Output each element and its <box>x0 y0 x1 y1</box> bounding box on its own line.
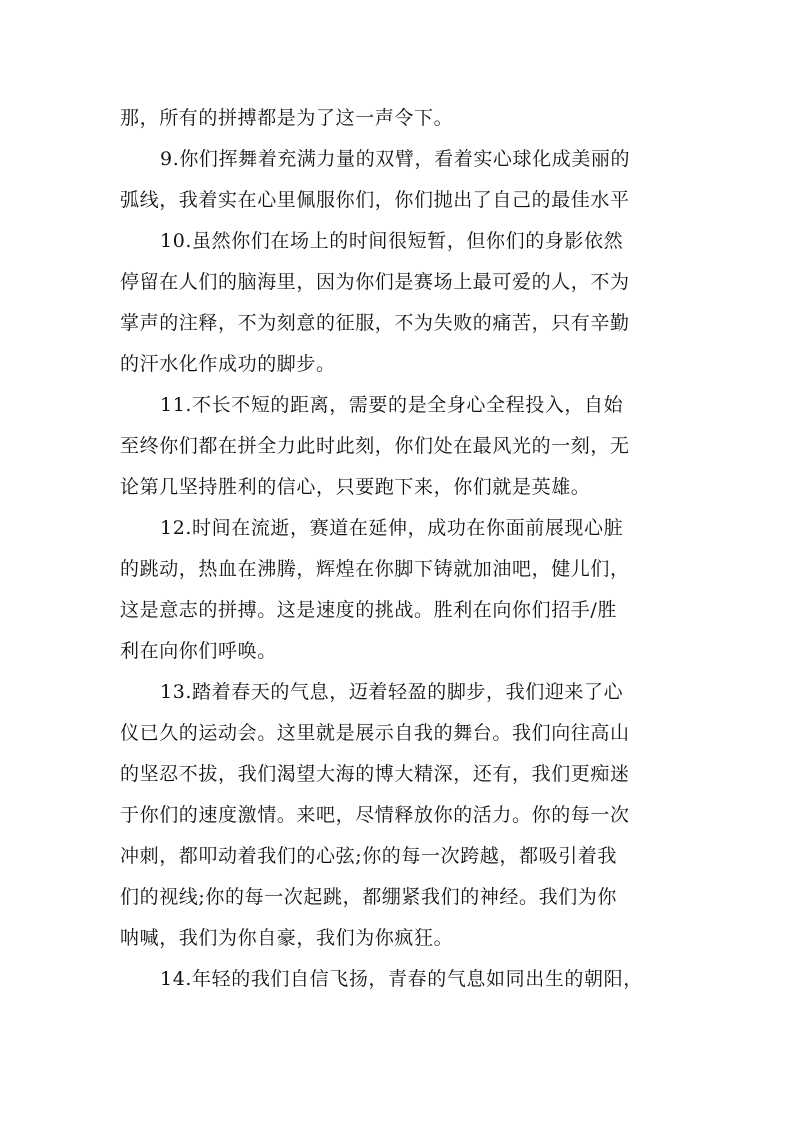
paragraph-13-start: 13.踏着春天的气息，迈着轻盈的脚步，我们迎来了心 <box>160 681 624 703</box>
text-line: 于你们的速度激情。来吧，尽情释放你的活力。你的每一次 <box>120 804 630 826</box>
text-line: 仪已久的运动会。这里就是展示自我的舞台。我们向往高山 <box>120 722 630 744</box>
paragraph-12-start: 12.时间在流逝，赛道在延伸，成功在你面前展现心脏 <box>160 517 624 539</box>
text-line: 这是意志的拼搏。这是速度的挑战。胜利在向你们招手/胜 <box>120 599 618 621</box>
text-line: 弧线，我着实在心里佩服你们，你们抛出了自己的最佳水平 <box>120 189 630 211</box>
paragraph-9-start: 9.你们挥舞着充满力量的双臂，看着实心球化成美丽的 <box>160 148 631 170</box>
text-line: 的汗水化作成功的脚步。 <box>120 353 336 375</box>
text-line: 至终你们都在拼全力此时此刻，你们处在最风光的一刻，无 <box>120 435 630 457</box>
paragraph-10-start: 10.虽然你们在场上的时间很短暂，但你们的身影依然 <box>160 230 624 252</box>
text-line: 那，所有的拼搏都是为了这一声令下。 <box>120 107 454 129</box>
text-line: 呐喊，我们为你自豪，我们为你疯狂。 <box>120 927 454 949</box>
text-line: 的坚忍不拔，我们渴望大海的博大精深，还有，我们更痴迷 <box>120 763 630 785</box>
paragraph-14-start: 14.年轻的我们自信飞扬，青春的气息如同出生的朝阳， <box>160 968 643 990</box>
text-line: 论第几坚持胜利的信心，只要跑下来，你们就是英雄。 <box>120 476 591 498</box>
text-line: 利在向你们呼唤。 <box>120 640 277 662</box>
paragraph-11-start: 11.不长不短的距离，需要的是全身心全程投入，自始 <box>160 394 624 416</box>
text-line: 掌声的注释，不为刻意的征服，不为失败的痛苦，只有辛勤 <box>120 312 630 334</box>
text-line: 冲刺，都叩动着我们的心弦;你的每一次跨越，都吸引着我 <box>120 845 618 867</box>
text-line: 的跳动，热血在沸腾，辉煌在你脚下铸就加油吧，健儿们， <box>120 558 630 580</box>
text-line: 们的视线;你的每一次起跳，都绷紧我们的神经。我们为你 <box>120 886 618 908</box>
text-line: 停留在人们的脑海里，因为你们是赛场上最可爱的人，不为 <box>120 271 630 293</box>
